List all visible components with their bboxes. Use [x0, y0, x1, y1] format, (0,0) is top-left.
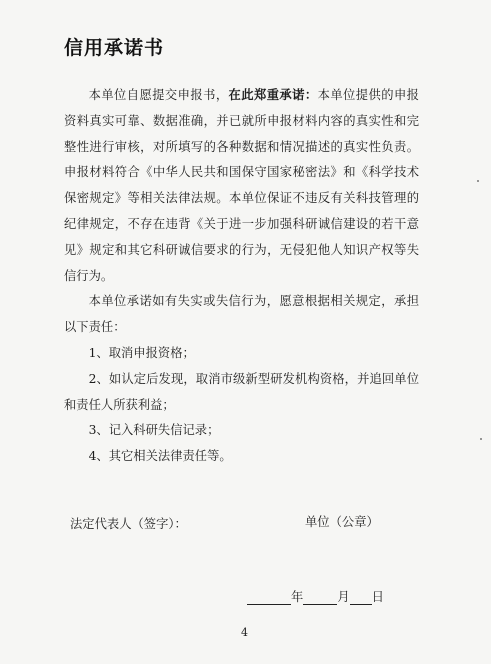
legal-representative-signature-label: 法定代表人（签字）：	[70, 517, 187, 531]
liability-item-1: 1、取消申报资格；	[88, 345, 195, 360]
liability-paragraph: 本单位承诺如有失实或失信行为，愿意根据相关规定，承担以下责任：	[64, 294, 419, 335]
liability-item-3: 3、记入科研失信记录；	[88, 423, 220, 438]
year-label: 年	[291, 590, 304, 604]
scan-speck	[480, 438, 482, 440]
paragraph1-content: 本单位提供的申报资料真实可靠、数据准确，并已就所申报材料内容的真实性和完整性进行审核，对所填写的各种数据和情况描述的真实性负责。申报材料符合《中华人民共和国保守国家秘密法》和《科学技术保密规定》等相关法律法规。本单位保证不违反有关科技管理的纪律规定，不存在违背《关于进一步加强科研诚信建设的若干意见》规定和其它科研诚信要求的行为，无侵犯他人知识产权等失信行为。	[64, 88, 419, 283]
commitment-body	[64, 82, 419, 470]
paragraph1-emphasis: 在此郑重承诺：	[228, 87, 318, 102]
month-blank[interactable]	[303, 592, 337, 605]
paragraph1-intro: 本单位自愿提交申报书，	[88, 88, 229, 102]
day-label: 日	[371, 590, 384, 604]
page-number: 4	[241, 626, 248, 639]
day-blank[interactable]	[350, 592, 372, 605]
month-label: 月	[337, 590, 350, 604]
liability-item-2: 2、如认定后发现，取消市级新型研发机构资格，并追回单位和责任人所获利益；	[64, 371, 419, 412]
year-blank[interactable]	[247, 592, 291, 605]
date-line	[247, 587, 384, 605]
liability-item-4: 4、其它相关法律责任等。	[88, 449, 232, 464]
unit-seal-label: 单位（公章）	[305, 515, 379, 529]
commitment-paragraph	[64, 82, 419, 289]
document-title: 信用承诺书	[64, 37, 165, 59]
scan-speck	[477, 180, 479, 182]
